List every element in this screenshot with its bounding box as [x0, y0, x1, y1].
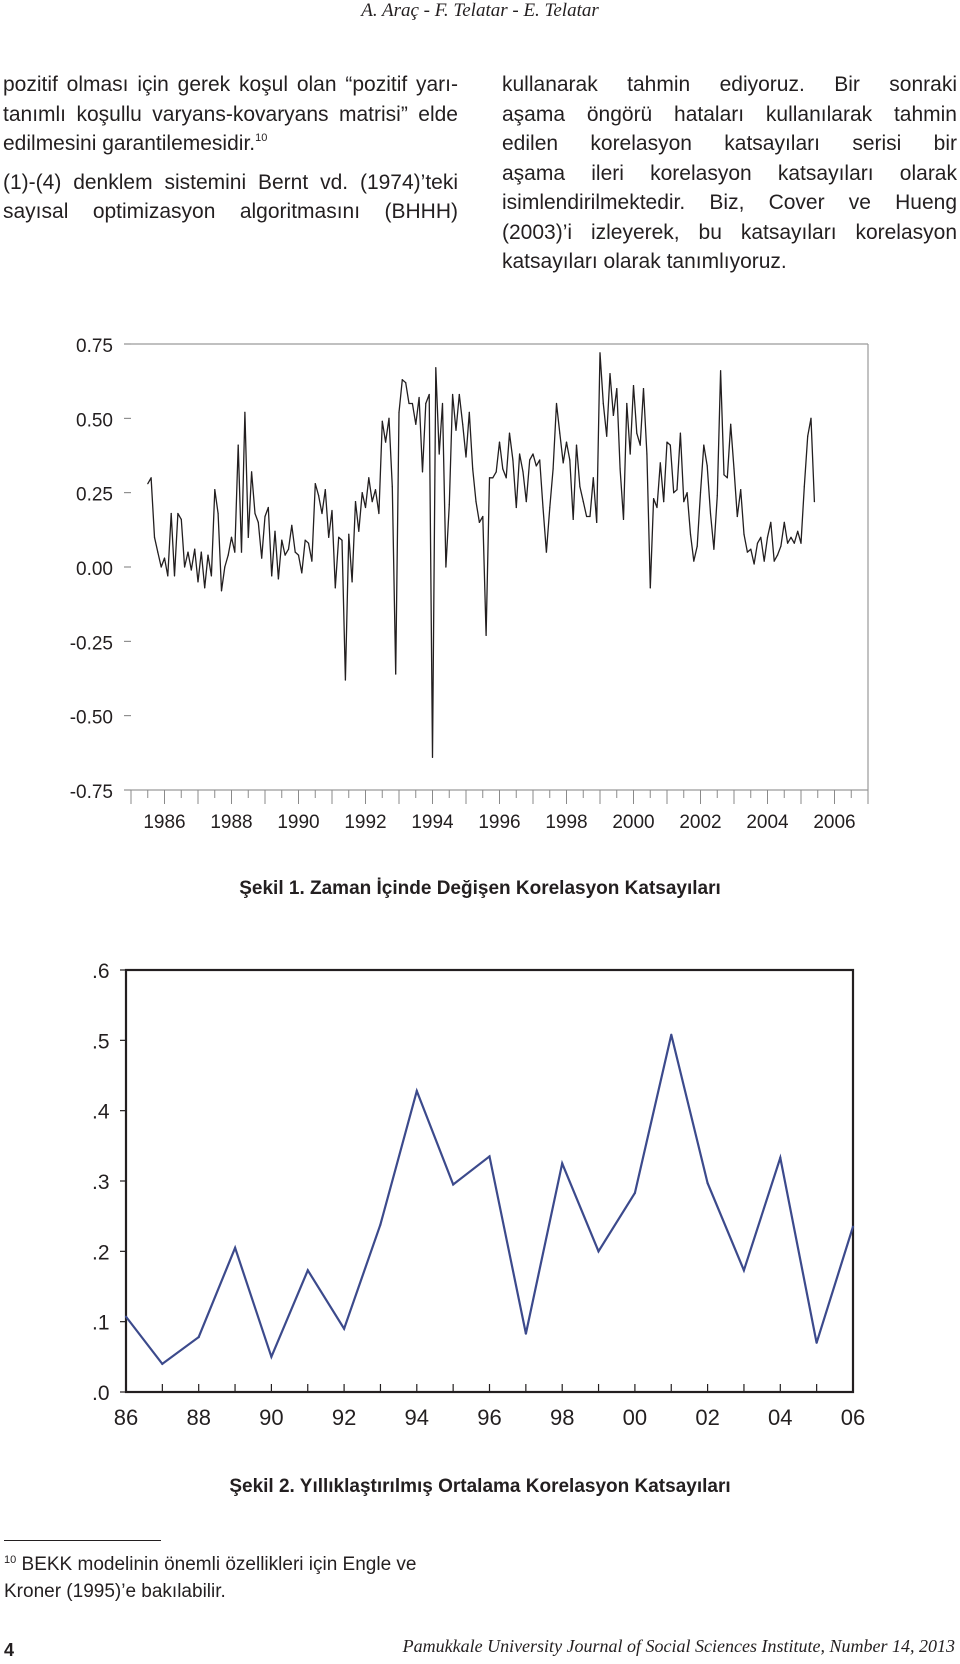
left-line-3-text: edilmesini garantilemesidir.: [3, 132, 256, 155]
data-point: [609, 373, 610, 374]
data-point: [522, 471, 523, 472]
data-point: [261, 558, 262, 559]
data-point: [496, 471, 497, 472]
data-point: [241, 552, 242, 553]
x-tick-label: 2000: [612, 812, 655, 833]
data-point: [579, 486, 580, 487]
left-para2-line-1: (1)-(4) denklem sistemini Bernt vd. (1974)’teki: [3, 170, 458, 194]
data-point: [307, 1269, 309, 1271]
data-point: [599, 352, 600, 353]
data-point: [563, 462, 564, 463]
x-tick-label: 88: [186, 1405, 211, 1430]
data-point: [475, 501, 476, 502]
data-point: [620, 468, 621, 469]
data-point: [747, 552, 748, 553]
data-point: [717, 495, 718, 496]
data-point: [151, 477, 152, 478]
data-point: [787, 543, 788, 544]
footnote: [4, 1551, 474, 1605]
data-point: [422, 471, 423, 472]
data-point: [355, 501, 356, 502]
data-point: [650, 587, 651, 588]
data-point: [683, 501, 684, 502]
left-line-2: tanımlı koşullu varyans-kovaryans matrisi” elde: [3, 102, 458, 126]
x-tick-label: 1990: [277, 812, 320, 833]
data-point: [385, 442, 386, 443]
data-point: [194, 549, 195, 550]
y-tick-label: -0.25: [69, 633, 113, 655]
data-point: [479, 522, 480, 523]
data-point: [603, 403, 604, 404]
data-point: [807, 436, 808, 437]
data-point: [365, 507, 366, 508]
x-tick-label: 02: [695, 1405, 720, 1430]
left-para2-line-2: sayısal optimizasyon algoritmasını (BHHH): [3, 200, 458, 223]
right-line-7: katsayıları olarak tanımlıyoruz.: [502, 250, 787, 273]
data-point: [362, 492, 363, 493]
data-point: [285, 555, 286, 556]
right-line-3: edilen korelasyon katsayıları serisi bir: [502, 132, 957, 155]
data-point: [489, 477, 490, 478]
data-point: [416, 1090, 418, 1092]
data-point: [784, 522, 785, 523]
x-tick-label: 96: [477, 1405, 502, 1430]
data-point: [472, 468, 473, 469]
data-point: [810, 418, 811, 419]
data-point: [459, 394, 460, 395]
x-tick-label: 90: [259, 1405, 284, 1430]
data-point: [207, 555, 208, 556]
data-point: [408, 403, 409, 404]
data-point: [469, 412, 470, 413]
data-point: [291, 525, 292, 526]
data-point: [626, 403, 627, 404]
y-tick-label: 0.75: [76, 336, 113, 357]
data-point: [583, 501, 584, 502]
data-point: [388, 418, 389, 419]
data-point: [613, 415, 614, 416]
x-tick-label: 98: [549, 1405, 575, 1430]
data-point: [586, 516, 587, 517]
data-point: [412, 403, 413, 404]
x-tick-label: 94: [404, 1405, 430, 1430]
data-point: [335, 587, 336, 588]
data-point: [539, 459, 540, 460]
data-point: [224, 566, 225, 567]
data-point: [348, 534, 349, 535]
data-point: [321, 513, 322, 514]
y-tick-label: .0: [92, 1382, 110, 1405]
data-point: [546, 552, 547, 553]
data-point: [486, 635, 487, 636]
y-tick-label: 0.00: [76, 559, 113, 580]
footnote-rule: [4, 1540, 161, 1541]
data-point: [525, 1333, 527, 1335]
data-point: [797, 531, 798, 532]
data-point: [445, 566, 446, 567]
data-point: [700, 492, 701, 493]
data-point: [425, 403, 426, 404]
data-point: [429, 394, 430, 395]
data-point: [278, 578, 279, 579]
data-point: [690, 534, 691, 535]
x-tick-label: 06: [840, 1405, 866, 1430]
data-point: [596, 522, 597, 523]
data-point: [693, 561, 694, 562]
x-tick-label: 86: [113, 1405, 139, 1430]
y-tick-label: 0.25: [76, 484, 113, 506]
data-point: [680, 433, 681, 434]
data-point: [519, 453, 520, 454]
y-tick-label: -0.50: [69, 707, 113, 729]
data-point: [455, 430, 456, 431]
data-point: [687, 492, 688, 493]
data-point: [780, 546, 781, 547]
data-point: [244, 412, 245, 413]
data-point: [301, 572, 302, 573]
data-point: [532, 453, 533, 454]
data-point: [800, 543, 801, 544]
data-point: [435, 367, 436, 368]
data-point: [710, 513, 711, 514]
right-line-5: isimlendirilmektedir. Biz, Cover ve Hueng: [502, 191, 957, 214]
figure-2-caption: Şekil 2. Yıllıklaştırılmış Ortalama Korelasyon Katsayıları: [229, 1476, 731, 1497]
data-point: [449, 504, 450, 505]
data-point: [852, 1226, 854, 1228]
data-point: [616, 388, 617, 389]
footnote-line-1: BEKK modelinin önemli özellikleri için Engle ve: [16, 1554, 417, 1575]
page-number: 4: [4, 1640, 15, 1660]
data-point: [270, 1356, 272, 1358]
data-point: [338, 537, 339, 538]
right-line-1: kullanarak tahmin ediyoruz. Bir sonraki: [502, 73, 957, 96]
data-point: [343, 1328, 345, 1330]
data-point: [465, 456, 466, 457]
figure-2-chart: [0, 960, 960, 1430]
data-point: [395, 673, 396, 674]
data-point: [234, 1247, 236, 1249]
data-point: [593, 477, 594, 478]
data-point: [770, 522, 771, 523]
x-tick-label: 1986: [143, 812, 186, 833]
data-point: [398, 412, 399, 413]
data-point: [462, 424, 463, 425]
data-point: [375, 489, 376, 490]
data-point: [352, 581, 353, 582]
data-point: [187, 552, 188, 553]
data-point: [345, 679, 346, 680]
data-point: [794, 543, 795, 544]
data-point: [147, 483, 148, 484]
data-point: [164, 558, 165, 559]
y-tick-label: .3: [92, 1171, 110, 1194]
data-point: [154, 537, 155, 538]
data-point: [561, 1162, 563, 1164]
data-point: [606, 436, 607, 437]
data-point: [506, 477, 507, 478]
data-point: [274, 531, 275, 532]
data-point: [646, 453, 647, 454]
y-tick-label: .1: [92, 1311, 110, 1335]
data-point: [733, 468, 734, 469]
data-point: [630, 453, 631, 454]
right-line-6: (2003)’i izleyerek, bu katsayıları korelasyon: [502, 220, 957, 244]
data-point: [573, 519, 574, 520]
data-point: [167, 575, 168, 576]
data-point: [258, 522, 259, 523]
x-tick-label: 1992: [344, 812, 387, 833]
data-point: [325, 489, 326, 490]
data-point: [211, 575, 212, 576]
data-point: [372, 501, 373, 502]
data-point: [228, 555, 229, 556]
data-point: [643, 388, 644, 389]
journal-footer: Pamukkale University Journal of Social Sciences Institute, Number 14, 2013: [402, 1636, 955, 1656]
data-point: [754, 563, 755, 564]
data-point: [727, 477, 728, 478]
data-point: [536, 465, 537, 466]
figure-1-caption: Şekil 1. Zaman İçinde Değişen Korelasyon Katsayıları: [239, 878, 721, 899]
data-point: [633, 385, 634, 386]
data-point: [499, 442, 500, 443]
y-tick-label: 0.50: [76, 410, 113, 432]
data-point: [197, 581, 198, 582]
data-point: [218, 513, 219, 514]
data-point: [804, 486, 805, 487]
figure-1-chart: [0, 320, 960, 860]
data-point: [512, 459, 513, 460]
data-point: [502, 468, 503, 469]
x-tick-label: 2004: [746, 812, 789, 833]
plot-frame: [126, 970, 853, 1392]
data-point: [767, 537, 768, 538]
footnote-line-2: Kroner (1995)’e bakılabilir.: [4, 1581, 226, 1602]
data-point: [161, 566, 162, 567]
data-point: [358, 531, 359, 532]
data-point: [254, 513, 255, 514]
data-point: [432, 757, 433, 758]
footnote-ref: 10: [255, 132, 268, 144]
data-point: [666, 442, 667, 443]
data-point: [673, 492, 674, 493]
data-point: [676, 489, 677, 490]
data-point: [288, 549, 289, 550]
data-point: [743, 1269, 745, 1271]
data-point: [442, 403, 443, 404]
data-point: [181, 519, 182, 520]
running-header: A. Araç - F. Telatar - E. Telatar: [361, 0, 599, 21]
data-point: [171, 513, 172, 514]
y-tick-label: .4: [92, 1100, 110, 1124]
right-line-2: aşama öngörü hataları kullanılarak tahmin: [502, 102, 957, 126]
data-point: [298, 555, 299, 556]
data-point: [482, 516, 483, 517]
data-point: [723, 474, 724, 475]
data-point: [271, 575, 272, 576]
data-point: [660, 462, 661, 463]
data-point: [452, 1183, 454, 1185]
data-point: [177, 513, 178, 514]
data-point: [318, 495, 319, 496]
data-point: [488, 1155, 490, 1157]
data-point: [774, 561, 775, 562]
data-point: [201, 552, 202, 553]
data-point: [234, 552, 235, 553]
x-tick-label: 1988: [210, 812, 253, 833]
data-point: [231, 537, 232, 538]
data-point: [281, 540, 282, 541]
x-tick-label: 92: [331, 1405, 357, 1430]
data-point: [553, 468, 554, 469]
left-line-1: pozitif olması için gerek koşul olan “pozitif yarı-: [3, 73, 458, 96]
data-point: [214, 489, 215, 490]
data-point: [576, 445, 577, 446]
right-line-4: aşama ileri korelasyon katsayıları olarak: [502, 161, 957, 185]
data-point: [529, 459, 530, 460]
y-tick-label: .5: [92, 1030, 110, 1054]
x-tick-label: 04: [768, 1405, 793, 1430]
data-point: [382, 421, 383, 422]
data-point: [415, 424, 416, 425]
data-point: [740, 489, 741, 490]
data-point: [653, 498, 654, 499]
data-point: [341, 540, 342, 541]
x-tick-label: 2006: [813, 812, 856, 833]
data-point: [764, 561, 765, 562]
data-point: [720, 370, 721, 371]
data-point: [439, 453, 440, 454]
data-point: [743, 534, 744, 535]
x-tick-label: 1996: [478, 812, 521, 833]
data-point: [328, 537, 329, 538]
data-point: [161, 1363, 163, 1365]
data-point: [777, 555, 778, 556]
data-point: [757, 543, 758, 544]
data-point: [589, 516, 590, 517]
data-point: [509, 433, 510, 434]
data-point: [221, 590, 222, 591]
data-point: [559, 433, 560, 434]
data-point: [264, 516, 265, 517]
data-point: [790, 537, 791, 538]
data-point: [703, 445, 704, 446]
data-point: [295, 552, 296, 553]
data-point: [556, 403, 557, 404]
data-point: [405, 382, 406, 383]
data-point: [779, 1157, 781, 1159]
data-point: [311, 561, 312, 562]
data-point: [268, 507, 269, 508]
data-point: [549, 507, 550, 508]
data-point: [516, 507, 517, 508]
data-point: [636, 433, 637, 434]
data-point: [198, 1336, 200, 1338]
data-point: [663, 501, 664, 502]
data-point: [597, 1250, 599, 1252]
data-point: [191, 569, 192, 570]
data-point: [402, 379, 403, 380]
data-point: [452, 394, 453, 395]
data-point: [251, 471, 252, 472]
data-point: [526, 501, 527, 502]
data-point: [623, 519, 624, 520]
data-point: [816, 1342, 818, 1344]
data-point: [238, 445, 239, 446]
y-tick-label: .2: [92, 1241, 110, 1265]
x-tick-label: 1994: [411, 812, 454, 833]
data-point: [184, 566, 185, 567]
data-point: [569, 459, 570, 460]
data-point: [566, 442, 567, 443]
data-point: [670, 1034, 672, 1036]
data-point: [331, 510, 332, 511]
data-point: [713, 549, 714, 550]
data-point: [542, 507, 543, 508]
data-point: [814, 501, 815, 502]
footnote-number: 10: [4, 1554, 17, 1566]
data-point: [670, 445, 671, 446]
data-point: [379, 1224, 381, 1226]
data-point: [750, 549, 751, 550]
y-tick-label: -0.75: [69, 782, 113, 803]
data-point: [392, 486, 393, 487]
data-point: [707, 1182, 709, 1184]
left-column: [3, 70, 458, 227]
data-point: [634, 1192, 636, 1194]
data-point: [157, 552, 158, 553]
data-point: [737, 516, 738, 517]
correlation-series-line: [148, 353, 815, 757]
y-tick-label: .6: [92, 960, 110, 983]
x-tick-label: 1998: [545, 812, 588, 833]
data-point: [125, 1316, 127, 1318]
right-column: [502, 70, 957, 277]
data-point: [308, 543, 309, 544]
data-point: [204, 587, 205, 588]
data-point: [368, 477, 369, 478]
data-point: [378, 513, 379, 514]
data-point: [760, 537, 761, 538]
data-point: [248, 537, 249, 538]
left-line-3: [3, 129, 458, 159]
average-correlation-line: [126, 1035, 853, 1364]
x-tick-label: 2002: [679, 812, 722, 833]
data-point: [419, 397, 420, 398]
data-point: [315, 483, 316, 484]
data-point: [730, 424, 731, 425]
x-tick-label: 00: [622, 1405, 648, 1430]
data-point: [707, 465, 708, 466]
data-point: [305, 540, 306, 541]
data-point: [640, 445, 641, 446]
data-point: [174, 575, 175, 576]
data-point: [656, 507, 657, 508]
data-point: [697, 546, 698, 547]
data-point: [492, 477, 493, 478]
